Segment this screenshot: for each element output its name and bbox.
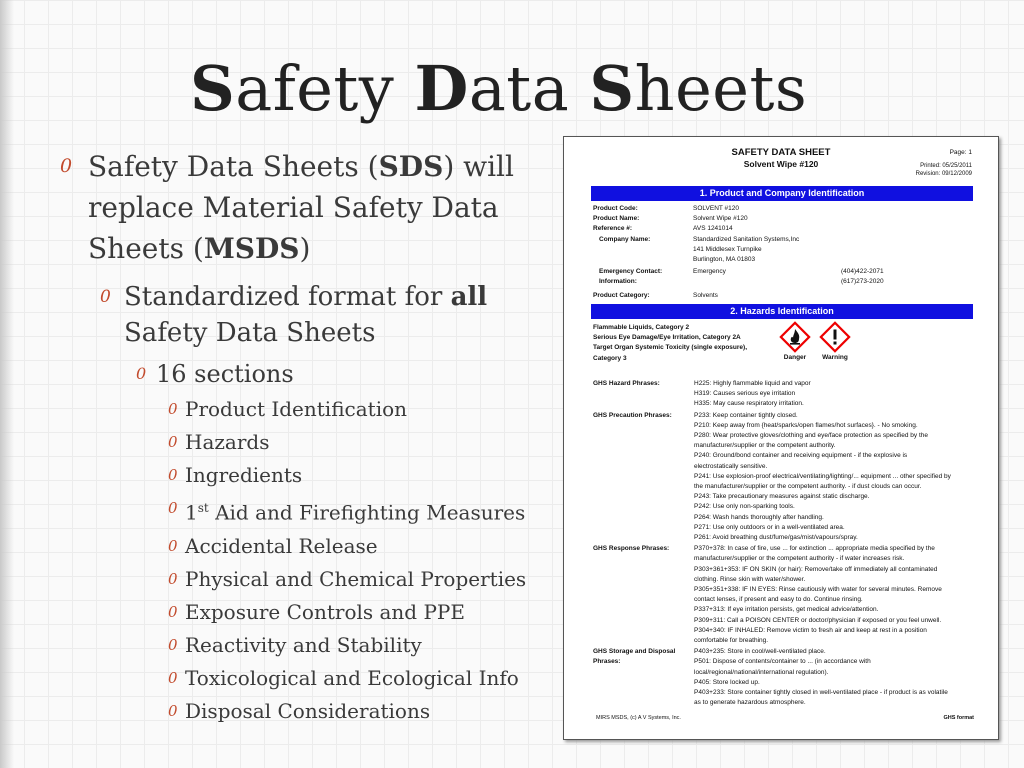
- flammable-pictogram: [777, 321, 813, 363]
- bullet-marker: 0: [168, 536, 178, 555]
- sds-field-value-phone: [841, 245, 973, 255]
- pictogram-label-danger: Danger: [783, 354, 807, 361]
- bullet-text: Safety Data Sheets: [124, 318, 376, 348]
- title-part-heets: heets: [634, 52, 808, 125]
- sds-hazard-class: Serious Eye Damage/Eye Irritation, Category 2A: [593, 334, 741, 342]
- bullet-list: [60, 146, 540, 728]
- sds-footer-format: GHS format: [943, 714, 974, 721]
- bullet-marker: 0: [168, 701, 178, 720]
- list-item: [60, 662, 540, 695]
- bullet-marker: 0: [60, 155, 73, 177]
- bullet-bold-sds: SDS: [378, 150, 444, 183]
- section-label: Physical and Chemical Properties: [185, 566, 527, 591]
- sds-phrase-label: GHS Precaution Phrases:: [593, 411, 672, 419]
- sds-phrase-line: P403+235: Store in cool/well-ventilated place.: [694, 648, 826, 656]
- section-label: Ingredients: [185, 463, 303, 487]
- sds-phrase-line: P303+361+353: IF ON SKIN (or hair): Remove/take off immediately all contaminated: [694, 565, 938, 573]
- sds-phrase-label: GHS Response Phrases:: [593, 545, 670, 553]
- sds-phrase-line: local/regional/national/international regulation).: [694, 668, 829, 676]
- flame-icon: [779, 321, 811, 353]
- bullet-standardized-format: [60, 279, 540, 351]
- sds-field-row: [593, 277, 973, 287]
- sds-field-value-phone: (404)422-2071: [841, 268, 884, 275]
- section-label: Accidental Release: [185, 533, 378, 558]
- sds-phrase-line: P337+313: If eye irritation persists, get medical advice/attention.: [694, 606, 879, 614]
- sds-title: SAFETY DATA SHEET: [731, 147, 831, 158]
- sds-phrase-lines: [694, 647, 973, 708]
- sds-field-label: Company Name:: [599, 235, 651, 243]
- sds-field-value: Emergency: [693, 268, 726, 275]
- sds-phrase-group: [593, 647, 973, 708]
- list-item: [60, 393, 540, 426]
- sds-field-label: [593, 255, 693, 265]
- bullet-marker: 0: [168, 602, 178, 621]
- sds-field-label: [593, 245, 693, 255]
- list-item: [60, 629, 540, 662]
- sds-field-label: Product Name:: [593, 215, 640, 223]
- sds-phrase-line: clothing. Rinse skin with water/shower.: [694, 575, 806, 583]
- sds-field-value: Burlington, MA 01803: [693, 256, 756, 264]
- sds-phrase-line: P305+351+338: IF IN EYES: Rinse cautiously with water for several minutes. Remove: [694, 586, 942, 594]
- bullet-marker: 0: [100, 287, 111, 307]
- section-number: 1: [185, 500, 198, 525]
- bullet-text: ) will replace Material Safety Data Sheets (: [88, 150, 514, 265]
- sds-field-row: [593, 245, 973, 255]
- sds-hazard-class: Target Organ Systemic Toxicity (single exposure),: [593, 344, 747, 352]
- sds-emergency-info: [593, 267, 973, 287]
- title-part-ata: ata: [468, 52, 590, 125]
- sds-phrase-line: P210: Keep away from {heat/sparks/open flames/hot surfaces}. - No smoking.: [694, 421, 918, 429]
- title-initial-d: D: [414, 52, 469, 125]
- sds-phrase-line: P241: Use explosion-proof electrical/ventilating/lighting/... equipment ... other specified by: [694, 472, 951, 480]
- sds-phrase-group: [593, 544, 973, 646]
- sds-product-category: [593, 291, 973, 301]
- sds-field-row: [593, 255, 973, 265]
- sds-hazard-classes: [593, 323, 773, 364]
- sds-phrase-line: P261: Avoid breathing dust/fume/gas/mist/vapours/spray.: [694, 534, 858, 542]
- section-label: Aid and Firefighting Measures: [215, 500, 526, 525]
- sds-phrase-lines: [694, 411, 973, 544]
- sds-phrase-lines: [694, 544, 973, 646]
- sds-field-value: Solvents: [693, 292, 718, 299]
- sds-field-row: [593, 224, 973, 234]
- section-label: Hazards: [185, 430, 270, 454]
- sds-section-1-header: 1. Product and Company Identification: [591, 186, 973, 201]
- sds-phrase-label: GHS Hazard Phrases:: [593, 380, 660, 387]
- sds-subtitle: Solvent Wipe #120: [743, 159, 819, 169]
- sds-field-value: AVS 1241014: [693, 225, 733, 233]
- sds-phrase-line: P304+340: IF INHALED: Remove victim to fresh air and keep at rest in a position: [694, 626, 927, 634]
- sds-field-value: SOLVENT #120: [693, 205, 740, 212]
- sds-field-row: [593, 267, 973, 277]
- sds-field-label: Emergency Contact:: [599, 268, 663, 275]
- section-label: Exposure Controls and PPE: [185, 599, 465, 624]
- sds-phrase-line: manufacturer/supplier or the competent authority.: [694, 442, 836, 450]
- sds-phrase-group: [593, 411, 973, 544]
- sds-revision-date: Revision: 09/12/2009: [915, 171, 972, 177]
- sds-field-row: [593, 214, 973, 224]
- sds-field-row: [593, 235, 973, 245]
- section-ordinal-suffix: st: [197, 501, 209, 515]
- list-item: [60, 596, 540, 629]
- section-label: Reactivity and Stability: [185, 632, 422, 657]
- exclamation-icon: [819, 321, 851, 353]
- bullet-bold-msds: MSDS: [203, 232, 300, 265]
- sds-field-value: [693, 277, 841, 287]
- sds-field-value-phone: [841, 204, 973, 214]
- sds-field-label: Product Category:: [593, 292, 650, 299]
- bullet-text: Standardized format for: [124, 282, 451, 312]
- bullet-text: ): [299, 232, 311, 265]
- bullet-marker: 0: [168, 569, 178, 588]
- sds-page-number: Page: 1: [949, 149, 972, 156]
- bullet-text: Safety Data Sheets (: [88, 150, 379, 183]
- sds-phrase-label: GHS Storage and Disposal Phrases:: [593, 648, 676, 666]
- section-label: Toxicological and Ecological Info: [185, 665, 519, 690]
- title-initial-s2: S: [589, 52, 635, 125]
- sds-field-value: Solvent Wipe #120: [693, 215, 748, 223]
- bullet-marker: 0: [168, 433, 178, 451]
- sds-phrase-line: P271: Use only outdoors or in a well-ventilated area.: [694, 523, 845, 531]
- section-label: Product Identification: [185, 397, 408, 421]
- sds-field-value-phone: [841, 235, 973, 245]
- sds-meta: [916, 149, 972, 179]
- sds-printed-date: Printed: 05/25/2011: [920, 162, 972, 169]
- exclamation-pictogram: [817, 321, 853, 363]
- bullet-bold-all: all: [450, 282, 488, 312]
- sds-phrase-line: P370+378: In case of fire, use ... for extinction ... appropriate media specified by the: [694, 545, 935, 553]
- sds-field-value-phone: [841, 214, 973, 224]
- bullet-marker: 0: [168, 400, 178, 418]
- sds-phrase-line: comfortable for breathing.: [694, 637, 769, 645]
- sds-phrase-lines: [694, 379, 973, 410]
- bullet-text: 16 sections: [156, 360, 294, 388]
- sds-phrase-line: P240: Ground/bond container and receiving equipment - if the explosive is: [694, 452, 908, 460]
- sds-field-value-phone: [841, 255, 973, 265]
- sds-hazard-class: Flammable Liquids, Category 2: [593, 324, 690, 331]
- sds-field-label: Product Code:: [593, 205, 638, 212]
- sds-phrase-line: the manufacturer/supplier or the competent authority. - if dust clouds can occur.: [694, 483, 922, 491]
- sds-phrase-line: P280: Wear protective gloves/clothing and eye/face protection as specified by the: [694, 432, 929, 440]
- sds-phrase-line: electrostatically sensitive.: [694, 462, 768, 470]
- sds-product-info: [593, 204, 973, 265]
- list-item: [60, 426, 540, 459]
- sds-phrase-line: P243: Take precautionary measures against static discharge.: [694, 493, 870, 501]
- sds-document-image: [563, 136, 999, 740]
- list-item: [60, 563, 540, 596]
- bullet-marker: 0: [168, 635, 178, 654]
- list-item: [60, 695, 540, 728]
- sds-phrase-line: P309+311: Call a POISON CENTER or doctor/physician if exposed or you feel unwell.: [694, 616, 942, 624]
- bullet-sds-replaces-msds: [60, 146, 540, 269]
- sds-section-2-header: 2. Hazards Identification: [591, 304, 973, 319]
- sds-phrase-line: P403+233: Store container tightly closed in well-ventilated place - if product is as volatile: [694, 689, 948, 697]
- slide-edge-shadow: [0, 0, 14, 768]
- sds-phrase-line: H225: Highly flammable liquid and vapor: [694, 380, 811, 387]
- sds-field-value: Standardized Sanitation Systems,Inc: [693, 235, 800, 243]
- sds-field-label: Reference #:: [593, 225, 633, 233]
- sds-field-value: 141 Middlesex Turnpike: [693, 245, 762, 253]
- sds-field-value-phone: (617)273-2020: [841, 278, 884, 286]
- list-item: [60, 492, 540, 530]
- section-label: Disposal Considerations: [185, 698, 431, 723]
- sds-phrase-group: [593, 379, 973, 410]
- sds-footer-copyright: MIRS MSDS, (c) A V Systems, Inc.: [596, 714, 681, 721]
- list-item: [60, 530, 540, 563]
- sds-field-value-phone: [841, 224, 973, 234]
- bullet-marker: 0: [136, 364, 147, 383]
- pictogram-label-warning: Warning: [822, 354, 848, 361]
- sds-phrase-line: P501: Dispose of contents/container to ... (in accordance with: [694, 658, 871, 666]
- bullet-marker: 0: [168, 499, 178, 517]
- slide-title: [190, 52, 807, 125]
- sds-phrase-line: contact lenses, if present and easy to do. Continue rinsing.: [694, 596, 863, 604]
- sds-phrase-line: P405: Store locked up.: [694, 678, 760, 686]
- sds-ghs-phrases: [593, 379, 973, 710]
- sds-phrase-line: H319: Causes serious eye irritation: [694, 390, 796, 398]
- bullet-16-sections: [60, 357, 540, 391]
- sds-phrase-line: H335: May cause respiratory irritation.: [694, 400, 804, 408]
- list-item: [60, 459, 540, 492]
- bullet-marker: 0: [168, 668, 178, 687]
- sds-phrase-line: P264: Wash hands thoroughly after handling.: [694, 513, 824, 521]
- title-initial-s: S: [190, 52, 236, 125]
- sds-field-label: Information:: [599, 278, 637, 286]
- title-part-afety: afety: [235, 52, 415, 125]
- sds-phrase-line: P242: Use only non-sparking tools.: [694, 503, 795, 511]
- sds-field-row: [593, 204, 973, 214]
- sds-phrase-line: as to generate hazardous atmosphere.: [694, 699, 806, 707]
- sds-phrase-line: P233: Keep container tightly closed.: [694, 411, 798, 419]
- sds-hazard-class: Category 3: [593, 354, 627, 362]
- sds-phrase-line: manufacturer/supplier or the competent authority - if water increases risk.: [694, 555, 905, 563]
- bullet-marker: 0: [168, 466, 178, 484]
